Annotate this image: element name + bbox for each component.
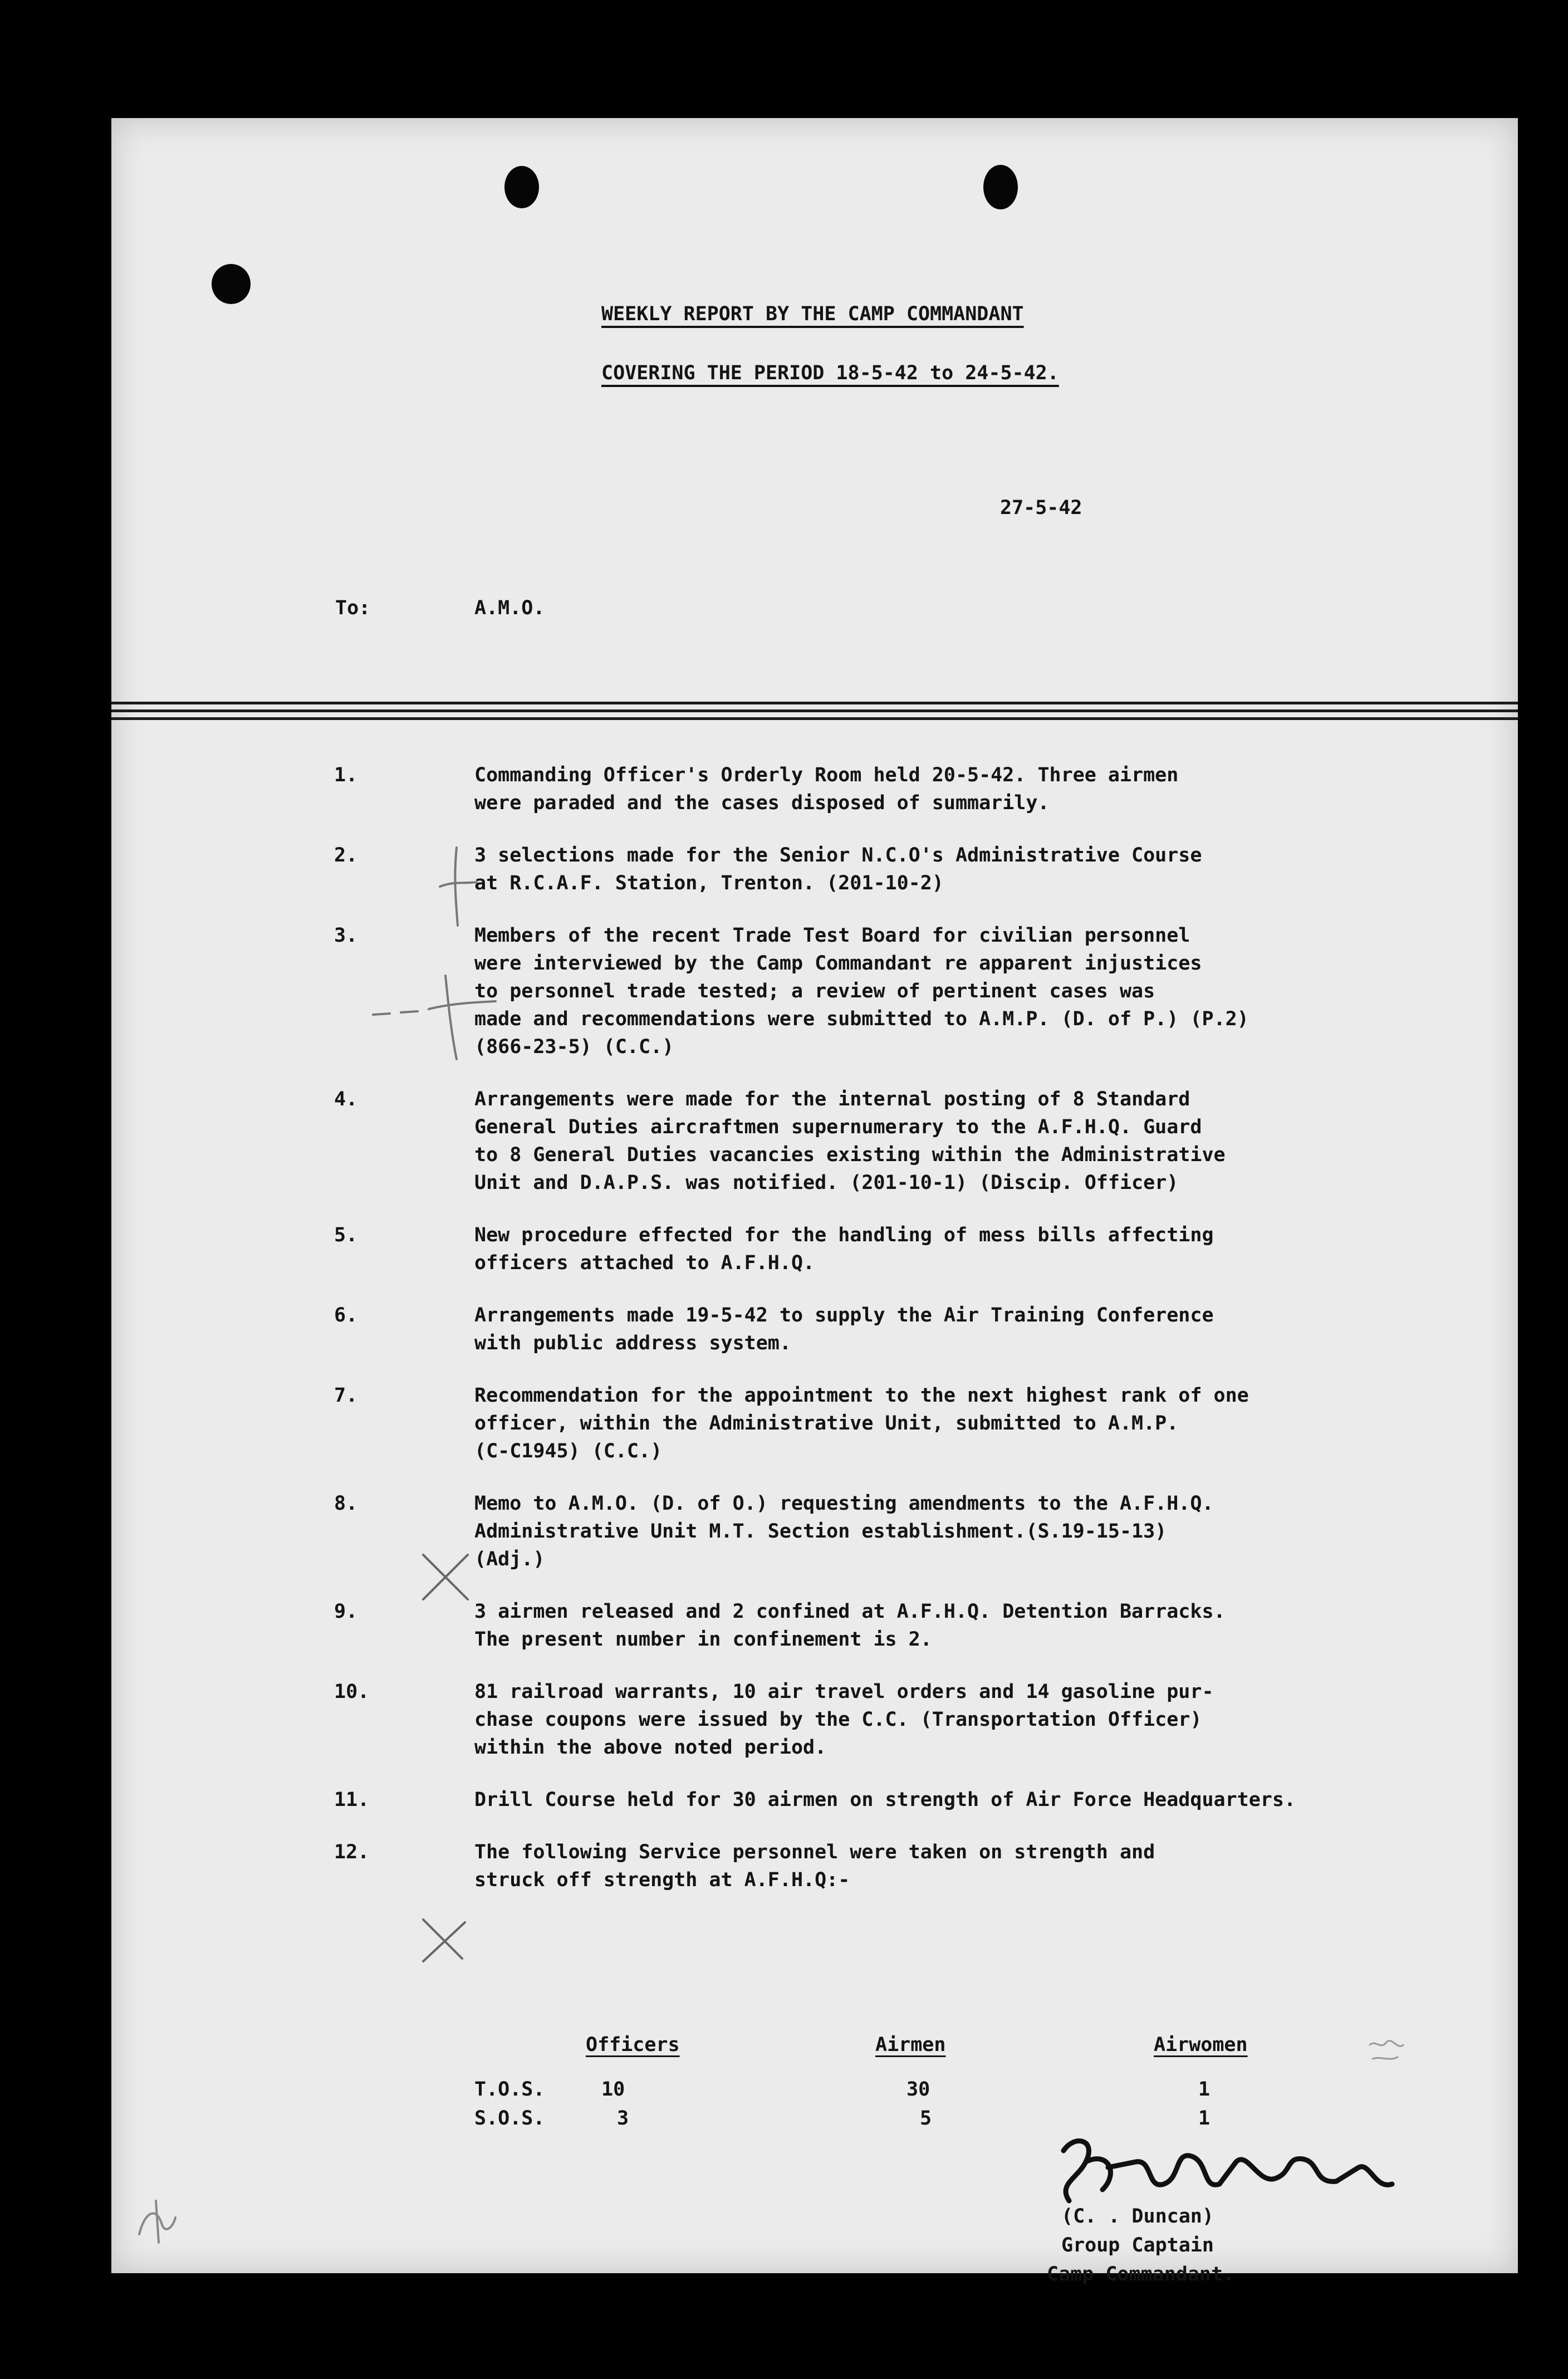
list-item xyxy=(334,1786,1487,1814)
list-item xyxy=(334,1221,1487,1277)
item-text: Memo to A.M.O. (D. of O.) requesting amendments to the A.F.H.Q. Administrative Unit M.T. Section establishment.(S.19-15-13) (Adj.) xyxy=(474,1492,1214,1570)
header-spacer xyxy=(474,2034,586,2056)
report-items xyxy=(334,761,1487,1918)
item-text: 3 selections made for the Senior N.C.O's Administrative Course at R.C.A.F. Station, Trenton. (201-10-2) xyxy=(474,844,1202,894)
item-number: 4. xyxy=(334,1088,358,1110)
pencil-mark xyxy=(412,1911,479,1967)
to-label: To: xyxy=(335,597,371,619)
cell-airwomen: 1 xyxy=(1198,2078,1211,2101)
list-item xyxy=(334,1490,1487,1573)
item-text: Commanding Officer's Orderly Room held 20-5-42. Three airmen were paraded and the cases disposed of summarily. xyxy=(474,764,1179,814)
header-officers: Officers xyxy=(586,2034,680,2056)
pencil-mark xyxy=(1364,2034,1409,2073)
cell-officers: 3 xyxy=(617,2107,629,2130)
cell-airmen: 30 xyxy=(906,2078,930,2101)
item-text: Arrangements were made for the internal posting of 8 Standard General Duties aircraftmen supernumerary to the A.F.H.Q. Guard to 8 General Duties vacancies existing within the Administrative Unit and D.A.P.S. was notified. (201-10-1) (Discip. Officer) xyxy=(474,1088,1226,1194)
report-period: COVERING THE PERIOD 18-5-42 to 24-5-42. xyxy=(601,362,1059,384)
signatory-position: Camp Commandant. xyxy=(1047,2263,1235,2285)
punch-hole xyxy=(504,166,539,208)
list-item xyxy=(334,1678,1487,1761)
list-item xyxy=(334,1598,1487,1653)
row-label: S.O.S. xyxy=(474,2107,545,2130)
signatory-rank: Group Captain xyxy=(1061,2234,1214,2256)
pencil-mark xyxy=(423,842,484,931)
item-number: 9. xyxy=(334,1600,358,1623)
item-number: 7. xyxy=(334,1384,358,1407)
item-text: 81 railroad warrants, 10 air travel orders and 14 gasoline pur- chase coupons were issued by the C.C. (Transportation Officer) within the above noted period. xyxy=(474,1681,1214,1759)
list-item xyxy=(334,1382,1487,1465)
item-text: New procedure effected for the handling of mess bills affecting officers attached to A.F.H.Q. xyxy=(474,1224,1214,1274)
item-number: 6. xyxy=(334,1304,358,1326)
item-text: Recommendation for the appointment to the next highest rank of one officer, within the Administrative Unit, submitted to A.M.P. (C-C1945) (C.C.) xyxy=(474,1384,1249,1462)
punch-hole xyxy=(212,264,251,304)
report-title: WEEKLY REPORT BY THE CAMP COMMANDANT xyxy=(601,303,1024,325)
item-number: 1. xyxy=(334,764,358,786)
cell-airwomen: 1 xyxy=(1198,2107,1211,2130)
pencil-mark xyxy=(412,1544,479,1611)
to-recipient: A.M.O. xyxy=(474,597,545,619)
item-number: 5. xyxy=(334,1224,358,1246)
pencil-mark xyxy=(122,2190,195,2251)
list-item xyxy=(334,1085,1487,1197)
list-item xyxy=(334,1838,1487,1894)
cell-officers: 10 xyxy=(601,2078,625,2101)
pencil-mark xyxy=(367,970,512,1065)
item-text: Arrangements made 19-5-42 to supply the Air Training Conference with public address system. xyxy=(474,1304,1214,1354)
item-text: The following Service personnel were taken on strength and struck off strength at A.F.H.Q:- xyxy=(474,1841,1155,1891)
divider-line xyxy=(111,717,1518,720)
item-number: 11. xyxy=(334,1789,370,1811)
punch-hole xyxy=(983,165,1018,209)
cell-airmen: 5 xyxy=(920,2107,932,2130)
list-item xyxy=(334,841,1487,897)
item-number: 10. xyxy=(334,1681,370,1703)
divider-line xyxy=(111,702,1518,704)
divider-line xyxy=(111,709,1518,712)
item-number: 8. xyxy=(334,1492,358,1515)
document-page xyxy=(111,118,1518,2285)
list-item xyxy=(334,761,1487,817)
personnel-table xyxy=(474,2034,1421,2133)
list-item xyxy=(334,1301,1487,1357)
item-number: 3. xyxy=(334,924,358,947)
item-text: Drill Course held for 30 airmen on strength of Air Force Headquarters. xyxy=(474,1789,1296,1811)
item-number: 12. xyxy=(334,1841,370,1863)
table-row xyxy=(474,2075,1421,2104)
signature-block xyxy=(1047,2202,1234,2289)
signatory-name: (C. . Duncan) xyxy=(1061,2205,1214,2228)
report-date: 27-5-42 xyxy=(1000,497,1082,519)
header-airmen: Airmen xyxy=(875,2034,946,2056)
row-label: T.O.S. xyxy=(474,2078,545,2101)
item-number: 2. xyxy=(334,844,358,867)
item-text: 3 airmen released and 2 confined at A.F.H.Q. Detention Barracks. The present number in confinement is 2. xyxy=(474,1600,1226,1651)
header-airwomen: Airwomen xyxy=(1154,2034,1248,2056)
table-header xyxy=(474,2034,1421,2056)
item-text: Members of the recent Trade Test Board for civilian personnel were interviewed by the Camp Commandant re apparent injustices to personnel trade tested; a review of pertinent cases was made and recommendations were submitted to A.M.P. (D. of P.) (P.2) (866-23-5) (C.C.) xyxy=(474,924,1249,1058)
